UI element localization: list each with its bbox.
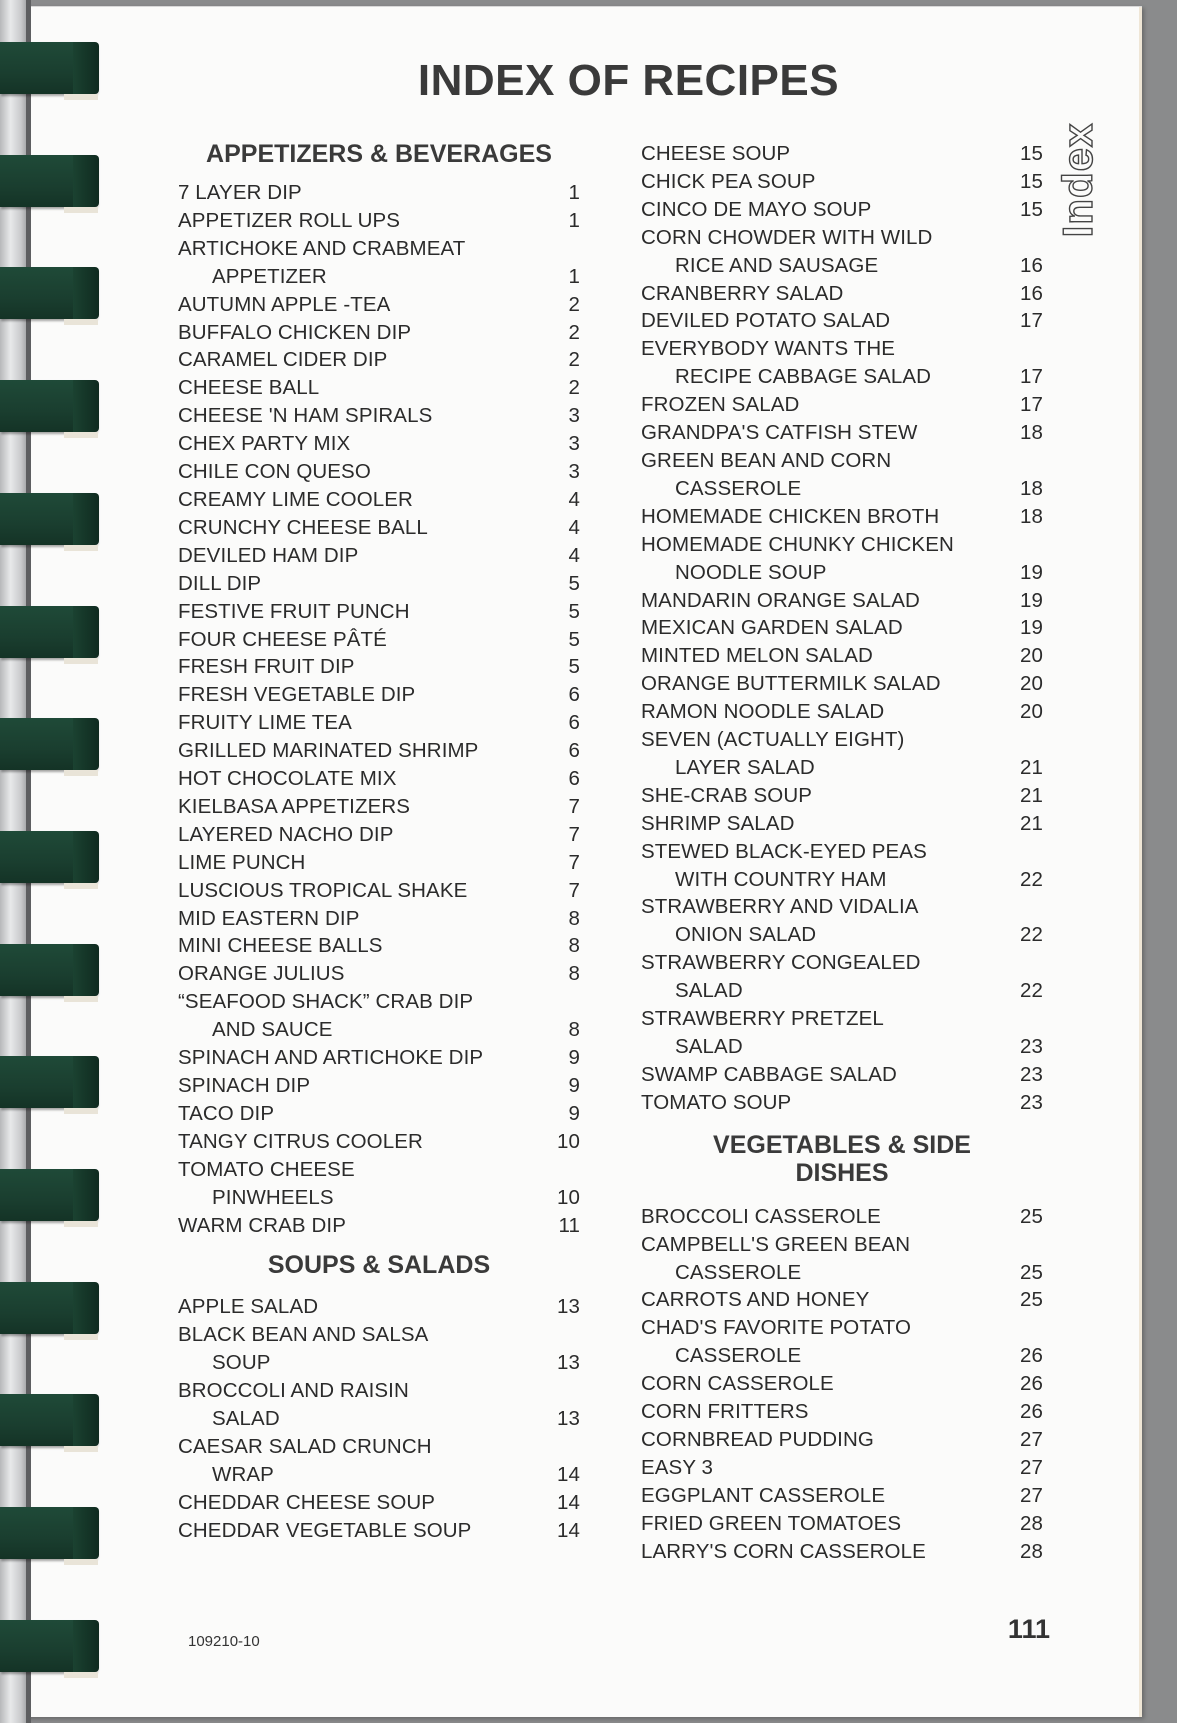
- recipe-name-continued: SALAD: [212, 1407, 280, 1431]
- recipe-page-number: 15: [1019, 142, 1043, 165]
- recipe-name-continued: AND SAUCE: [212, 1018, 333, 1042]
- recipe-page-number: 20: [1019, 644, 1043, 668]
- index-entry: [178, 821, 580, 849]
- recipe-page-number: 2: [568, 292, 580, 316]
- index-entry: [178, 737, 580, 765]
- index-entry: [178, 1100, 580, 1128]
- recipe-name: CAMPBELL'S GREEN BEAN: [641, 1232, 911, 1256]
- recipe-page-number: 9: [568, 1101, 580, 1125]
- recipe-name: BUFFALO CHICKEN DIP: [178, 320, 412, 344]
- index-entry: [178, 1321, 580, 1377]
- index-entry: [178, 1156, 580, 1212]
- index-entry: [641, 614, 1043, 642]
- recipe-name: FOUR CHEESE PÂTÉ: [178, 627, 387, 651]
- index-entry: [178, 1517, 580, 1545]
- index-entry: [178, 430, 580, 458]
- binding-ring: [0, 1394, 97, 1446]
- index-entry: [641, 1482, 1043, 1510]
- binding-ring-hole: [64, 996, 98, 1002]
- index-entry: [178, 653, 580, 681]
- recipe-name: CRANBERRY SALAD: [641, 281, 844, 305]
- recipe-page-number: 17: [1019, 393, 1043, 417]
- binding-ring: [0, 831, 97, 883]
- recipe-name-continued: CASSEROLE: [675, 1344, 802, 1368]
- recipe-page-number: 1: [568, 264, 580, 288]
- binding-ring-hole: [64, 545, 98, 551]
- recipe-name-continued: ONION SALAD: [675, 923, 817, 947]
- recipe-name: CORN CASSEROLE: [641, 1372, 834, 1396]
- index-entry: [641, 531, 1043, 587]
- index-entry: [641, 1398, 1043, 1426]
- recipe-page-number: 21: [1019, 811, 1043, 835]
- recipe-page-number: 16: [1019, 253, 1043, 277]
- recipe-page-number: 20: [1019, 700, 1043, 724]
- recipe-page-number: 8: [568, 1018, 580, 1042]
- index-entry: [641, 726, 1043, 782]
- index-entry: [178, 626, 580, 654]
- index-entry: [641, 1005, 1043, 1061]
- recipe-name: DEVILED POTATO SALAD: [641, 309, 891, 333]
- index-entry: [178, 1044, 580, 1072]
- recipe-page-number: 3: [568, 432, 580, 456]
- recipe-name: GRANDPA'S CATFISH STEW: [641, 421, 918, 445]
- recipe-page-number: 19: [1019, 588, 1043, 612]
- recipe-name: TACO DIP: [178, 1101, 275, 1125]
- footer-print-code: 109210-10: [188, 1633, 260, 1650]
- recipe-name-continued: APPETIZER: [212, 264, 327, 288]
- index-entry: [641, 587, 1043, 615]
- recipe-name: CHILE CON QUESO: [178, 460, 371, 484]
- recipe-page-number: 2: [568, 320, 580, 344]
- recipe-page-number: 26: [1019, 1344, 1043, 1368]
- recipe-name-continued: RECIPE CABBAGE SALAD: [675, 365, 932, 389]
- section-tab-label: Index: [1054, 122, 1101, 238]
- recipe-page-number: 6: [568, 683, 580, 707]
- index-entry: [641, 168, 1043, 196]
- binding-ring-hole: [64, 1672, 98, 1678]
- section-heading-soups: SOUPS & SALADS: [267, 1251, 491, 1280]
- recipe-name: STRAWBERRY CONGEALED: [641, 951, 921, 975]
- index-entry: [178, 1128, 580, 1156]
- recipe-page-number: 21: [1019, 783, 1043, 807]
- binding-ring-hole: [64, 1108, 98, 1114]
- index-entry: [178, 849, 580, 877]
- recipe-name: MINTED MELON SALAD: [641, 644, 873, 668]
- recipe-name: TOMATO CHEESE: [178, 1157, 355, 1181]
- binding-ring-hole: [64, 883, 98, 889]
- index-entry: [641, 335, 1043, 391]
- recipe-name-continued: CASSEROLE: [675, 1260, 802, 1284]
- index-entry: [178, 570, 580, 598]
- recipe-list-soups-left: [178, 1293, 580, 1544]
- binding-ring-hole: [64, 1334, 98, 1340]
- recipe-name: ARTICHOKE AND CRABMEAT: [178, 236, 466, 260]
- recipe-page-number: 15: [1019, 197, 1043, 221]
- index-entry: [641, 949, 1043, 1005]
- recipe-page-number: 23: [1019, 1035, 1043, 1058]
- recipe-name: CINCO DE MAYO SOUP: [641, 197, 872, 221]
- recipe-name: EGGPLANT CASSEROLE: [641, 1483, 886, 1507]
- recipe-name: CHEDDAR VEGETABLE SOUP: [178, 1518, 472, 1542]
- recipe-page-number: 19: [1019, 616, 1043, 640]
- index-entry: [178, 1433, 580, 1489]
- binding-ring: [0, 606, 97, 658]
- binding-ring: [0, 1056, 97, 1108]
- index-entry: [641, 893, 1043, 949]
- recipe-name: KIELBASA APPETIZERS: [178, 794, 411, 818]
- index-entry: [178, 514, 580, 542]
- recipe-page-number: 7: [568, 794, 580, 818]
- index-entry: [178, 179, 580, 207]
- index-entry: [641, 419, 1043, 447]
- binding-ring: [0, 380, 97, 432]
- recipe-page-number: 13: [556, 1351, 580, 1375]
- index-entry: [178, 542, 580, 570]
- recipe-page-number: 28: [1019, 1511, 1043, 1535]
- recipe-name-continued: RICE AND SAUSAGE: [675, 253, 879, 277]
- recipe-name: BROCCOLI AND RAISIN: [178, 1379, 409, 1403]
- index-entry: [178, 765, 580, 793]
- index-entry: [641, 447, 1043, 503]
- recipe-list-soups-right: [641, 140, 1043, 1117]
- section-heading-appetizers: APPETIZERS & BEVERAGES: [206, 140, 552, 168]
- recipe-page-number: 9: [568, 1074, 580, 1097]
- recipe-name: LUSCIOUS TROPICAL SHAKE: [178, 878, 468, 902]
- recipe-page-number: 27: [1019, 1483, 1043, 1507]
- recipe-page-number: 27: [1019, 1455, 1043, 1479]
- recipe-name-continued: LAYER SALAD: [675, 755, 815, 779]
- binding-ring-hole: [64, 1559, 98, 1565]
- section-heading-vegetables-line1: VEGETABLES & SIDE: [713, 1130, 971, 1159]
- recipe-page-number: 19: [1019, 560, 1043, 584]
- binding-ring: [0, 1282, 97, 1334]
- index-entry: [178, 598, 580, 626]
- binding-ring: [0, 718, 97, 770]
- recipe-name: EASY 3: [641, 1455, 714, 1479]
- recipe-name: ORANGE BUTTERMILK SALAD: [641, 672, 941, 696]
- recipe-name: LIME PUNCH: [178, 850, 306, 874]
- recipe-page-number: 15: [1019, 169, 1043, 193]
- recipe-name: FRIED GREEN TOMATOES: [641, 1511, 902, 1535]
- recipe-page-number: 26: [1019, 1400, 1043, 1424]
- binding-ring: [0, 155, 97, 207]
- index-entry: [178, 458, 580, 486]
- recipe-page-number: 25: [1019, 1204, 1043, 1228]
- recipe-page-number: 26: [1019, 1372, 1043, 1396]
- recipe-page-number: 13: [556, 1295, 580, 1319]
- recipe-page-number: 6: [568, 711, 580, 735]
- recipe-page-number: 2: [568, 376, 580, 400]
- recipe-name: CHAD'S FAVORITE POTATO: [641, 1316, 911, 1340]
- binding-ring-hole: [64, 658, 98, 664]
- recipe-page-number: 20: [1019, 672, 1043, 696]
- index-column-left: [178, 140, 580, 1545]
- recipe-name: GRILLED MARINATED SHRIMP: [178, 739, 479, 763]
- page-title-text: INDEX OF RECIPES: [417, 56, 840, 105]
- recipe-list-appetizers: [178, 179, 580, 1239]
- index-entry: [178, 374, 580, 402]
- recipe-name: APPLE SALAD: [178, 1295, 319, 1319]
- index-entry: [178, 486, 580, 514]
- index-entry: [641, 810, 1043, 838]
- index-entry: [178, 709, 580, 737]
- recipe-name: FRESH FRUIT DIP: [178, 655, 355, 679]
- recipe-name: CHICK PEA SOUP: [641, 169, 816, 193]
- recipe-name: MEXICAN GARDEN SALAD: [641, 616, 903, 640]
- recipe-name-continued: CASSEROLE: [675, 476, 802, 500]
- recipe-name-continued: SOUP: [212, 1351, 271, 1375]
- binding-ring: [0, 1507, 97, 1559]
- recipe-name: BLACK BEAN AND SALSA: [178, 1323, 429, 1347]
- recipe-page-number: 17: [1019, 309, 1043, 333]
- recipe-page-number: 11: [558, 1213, 580, 1237]
- recipe-name: TOMATO SOUP: [641, 1090, 792, 1114]
- recipe-page-number: 6: [568, 739, 580, 763]
- recipe-page-number: 28: [1019, 1539, 1043, 1563]
- index-entry: [178, 1377, 580, 1433]
- index-entry: [178, 291, 580, 319]
- recipe-page-number: 3: [568, 460, 580, 484]
- index-entry: [641, 1510, 1043, 1538]
- recipe-page-number: 4: [568, 515, 580, 539]
- index-entry: [178, 988, 580, 1044]
- index-entry: [641, 1426, 1043, 1454]
- recipe-name: STRAWBERRY PRETZEL: [641, 1007, 884, 1031]
- recipe-name: SPINACH DIP: [178, 1074, 311, 1097]
- recipe-page-number: 2: [568, 348, 580, 372]
- recipe-page-number: 25: [1019, 1288, 1043, 1312]
- binding-ring-hole: [64, 319, 98, 325]
- recipe-page-number: 1: [568, 181, 580, 204]
- recipe-name: CARAMEL CIDER DIP: [178, 348, 388, 372]
- index-entry: [641, 224, 1043, 280]
- recipe-page-number: 18: [1019, 504, 1043, 528]
- index-entry: [178, 877, 580, 905]
- recipe-page-number: 5: [568, 627, 580, 651]
- recipe-name: CRUNCHY CHEESE BALL: [178, 515, 428, 539]
- section-heading-vegetables: [641, 1131, 1043, 1187]
- index-entry: [641, 503, 1043, 531]
- index-entry: [641, 782, 1043, 810]
- index-entry: [641, 1061, 1043, 1089]
- recipe-name: MANDARIN ORANGE SALAD: [641, 588, 920, 612]
- recipe-page-number: 8: [568, 962, 580, 986]
- index-entry: [641, 838, 1043, 894]
- recipe-page-number: 18: [1019, 476, 1043, 500]
- recipe-page-number: 7: [568, 878, 580, 902]
- recipe-name: RAMON NOODLE SALAD: [641, 700, 885, 724]
- index-entry: [641, 140, 1043, 168]
- recipe-page-number: 14: [556, 1518, 580, 1542]
- index-entry: [178, 207, 580, 235]
- recipe-page-number: 1: [568, 208, 580, 232]
- recipe-name-continued: NOODLE SOUP: [675, 560, 827, 584]
- page-number: 111: [1007, 1614, 1050, 1644]
- index-entry: [178, 1489, 580, 1517]
- recipe-name: CHEESE SOUP: [641, 142, 791, 165]
- recipe-name: EVERYBODY WANTS THE: [641, 337, 896, 361]
- recipe-name: GREEN BEAN AND CORN: [641, 448, 892, 472]
- index-entry: [178, 235, 580, 291]
- section-heading-vegetables-line2: DISHES: [795, 1158, 889, 1187]
- index-entry: [641, 1286, 1043, 1314]
- recipe-name: CHEESE 'N HAM SPIRALS: [178, 404, 433, 428]
- recipe-page-number: 5: [568, 571, 580, 595]
- recipe-page-number: 10: [556, 1129, 580, 1153]
- recipe-page-number: 16: [1019, 281, 1043, 305]
- recipe-page-number: 9: [568, 1046, 580, 1070]
- recipe-page-number: 22: [1019, 867, 1043, 891]
- recipe-name: CAESAR SALAD CRUNCH: [178, 1434, 432, 1458]
- index-entry: [641, 1314, 1043, 1370]
- index-entry: [641, 1089, 1043, 1117]
- index-entry: [641, 1203, 1043, 1231]
- recipe-page-number: 22: [1019, 979, 1043, 1003]
- index-entry: [641, 196, 1043, 224]
- binding-ring-hole: [64, 432, 98, 438]
- recipe-name: CHEX PARTY MIX: [178, 432, 351, 456]
- index-entry: [178, 1072, 580, 1100]
- recipe-name: CREAMY LIME COOLER: [178, 487, 413, 511]
- binding-ring: [0, 944, 97, 996]
- recipe-page-number: 4: [568, 543, 580, 567]
- index-entry: [178, 1293, 580, 1321]
- recipe-name: LARRY'S CORN CASSEROLE: [641, 1539, 926, 1563]
- binding-ring-hole: [64, 770, 98, 776]
- section-tab-index: [1048, 105, 1108, 255]
- recipe-name: BROCCOLI CASSEROLE: [641, 1204, 881, 1228]
- recipe-name: SHE-CRAB SOUP: [641, 783, 813, 807]
- index-entry: [178, 346, 580, 374]
- recipe-name: SPINACH AND ARTICHOKE DIP: [178, 1046, 484, 1070]
- recipe-page-number: 8: [568, 906, 580, 930]
- recipe-name: HOMEMADE CHICKEN BROTH: [641, 504, 940, 528]
- index-entry: [641, 1231, 1043, 1287]
- index-entry: [178, 681, 580, 709]
- recipe-page-number: 13: [556, 1407, 580, 1431]
- index-entry: [178, 1212, 580, 1240]
- recipe-page-number: 5: [568, 599, 580, 623]
- index-entry: [641, 280, 1043, 308]
- recipe-name: SWAMP CABBAGE SALAD: [641, 1062, 897, 1086]
- recipe-name: ORANGE JULIUS: [178, 962, 345, 986]
- binding-ring: [0, 267, 97, 319]
- recipe-name: CORN CHOWDER WITH WILD: [641, 225, 933, 249]
- recipe-name-continued: PINWHEELS: [212, 1185, 334, 1209]
- index-entry: [178, 932, 580, 960]
- recipe-name: CORN FRITTERS: [641, 1400, 809, 1424]
- recipe-page-number: 23: [1019, 1062, 1043, 1086]
- recipe-name: APPETIZER ROLL UPS: [178, 208, 401, 232]
- binding-ring: [0, 1620, 97, 1672]
- recipe-name: MINI CHEESE BALLS: [178, 934, 383, 958]
- binding-ring-hole: [64, 207, 98, 213]
- recipe-page-number: 3: [568, 404, 580, 428]
- recipe-page-number: 23: [1019, 1090, 1043, 1114]
- recipe-name: MID EASTERN DIP: [178, 906, 360, 930]
- recipe-name-continued: WITH COUNTRY HAM: [675, 867, 887, 891]
- recipe-name: DILL DIP: [178, 571, 262, 595]
- recipe-name: SHRIMP SALAD: [641, 811, 795, 835]
- recipe-page-number: 5: [568, 655, 580, 679]
- recipe-page-number: 6: [568, 767, 580, 791]
- recipe-name: WARM CRAB DIP: [178, 1213, 346, 1237]
- recipe-name: CHEDDAR CHEESE SOUP: [178, 1490, 436, 1514]
- page-title: [0, 56, 1177, 106]
- binding-ring: [0, 1169, 97, 1221]
- recipe-name: FESTIVE FRUIT PUNCH: [178, 599, 410, 623]
- index-entry: [178, 960, 580, 988]
- recipe-page-number: 17: [1019, 365, 1043, 389]
- recipe-name: FROZEN SALAD: [641, 393, 800, 417]
- recipe-name: STRAWBERRY AND VIDALIA: [641, 895, 919, 919]
- recipe-page-number: 14: [556, 1462, 580, 1486]
- recipe-name-continued: SALAD: [675, 979, 743, 1003]
- index-entry: [641, 1370, 1043, 1398]
- recipe-page-number: 8: [568, 934, 580, 958]
- index-entry: [641, 642, 1043, 670]
- recipe-name: SEVEN (ACTUALLY EIGHT): [641, 728, 905, 752]
- index-entry: [641, 698, 1043, 726]
- index-entry: [641, 391, 1043, 419]
- index-entry: [178, 319, 580, 347]
- index-entry: [178, 402, 580, 430]
- recipe-page-number: 25: [1019, 1260, 1043, 1284]
- recipe-page-number: 22: [1019, 923, 1043, 947]
- index-entry: [178, 905, 580, 933]
- recipe-page-number: 14: [556, 1490, 580, 1514]
- recipe-name: LAYERED NACHO DIP: [178, 822, 394, 846]
- index-entry: [641, 307, 1043, 335]
- recipe-name: HOT CHOCOLATE MIX: [178, 767, 397, 791]
- index-column-right: [641, 140, 1043, 1566]
- recipe-page-number: 10: [556, 1185, 580, 1209]
- recipe-name: DEVILED HAM DIP: [178, 543, 359, 567]
- binding-ring-hole: [64, 1221, 98, 1227]
- recipe-page-number: 4: [568, 487, 580, 511]
- recipe-name: CORNBREAD PUDDING: [641, 1427, 874, 1451]
- recipe-name-continued: SALAD: [675, 1035, 743, 1058]
- recipe-name: TANGY CITRUS COOLER: [178, 1129, 423, 1153]
- recipe-page-number: 7: [568, 822, 580, 846]
- recipe-name: FRESH VEGETABLE DIP: [178, 683, 416, 707]
- recipe-page-number: 18: [1019, 421, 1043, 445]
- index-entry: [178, 793, 580, 821]
- recipe-name: FRUITY LIME TEA: [178, 711, 352, 735]
- recipe-name: AUTUMN APPLE -TEA: [178, 292, 391, 316]
- recipe-name: “SEAFOOD SHACK” CRAB DIP: [178, 990, 474, 1014]
- recipe-name-continued: WRAP: [212, 1462, 274, 1486]
- binding-ring-hole: [64, 1446, 98, 1452]
- binding-ring: [0, 493, 97, 545]
- recipe-list-vegetables: [641, 1203, 1043, 1566]
- recipe-name: STEWED BLACK-EYED PEAS: [641, 839, 927, 863]
- recipe-page-number: 7: [568, 850, 580, 874]
- index-entry: [641, 1454, 1043, 1482]
- recipe-name: 7 LAYER DIP: [178, 181, 302, 204]
- recipe-page-number: 21: [1019, 755, 1043, 779]
- recipe-name: CARROTS AND HONEY: [641, 1288, 870, 1312]
- index-entry: [641, 1538, 1043, 1566]
- recipe-name: HOMEMADE CHUNKY CHICKEN: [641, 532, 954, 556]
- index-entry: [641, 670, 1043, 698]
- recipe-name: CHEESE BALL: [178, 376, 320, 400]
- recipe-page-number: 27: [1019, 1427, 1043, 1451]
